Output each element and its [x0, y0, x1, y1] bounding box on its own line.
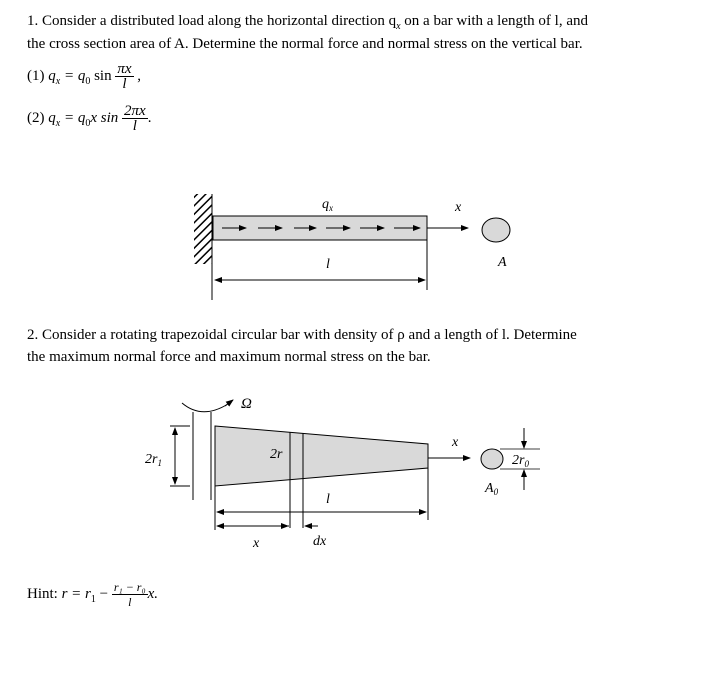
rotation-arc: [182, 403, 228, 412]
problem1-line1: 1. Consider a distributed load along the horizontal direction $q_x$ on a bar with a length of l, and: [27, 13, 588, 32]
problem1-line2: the cross section area of A. Determine the normal force and normal stress on the vertical bar.: [27, 36, 583, 52]
rotation-arrow: [225, 400, 233, 406]
problem1-case2: (2) $q_x = q_0x$ sin $\frac{2\pi x}{l}$ .: [27, 103, 152, 134]
problem2-line2: the maximum normal force and maximum normal stress on the bar.: [27, 349, 431, 365]
problem1-case1: (1) $q_x = q_0$ sin $\frac{\pi x}{l}$ ,: [27, 61, 142, 92]
x-dimension-label: x: [253, 536, 260, 551]
section-label-1: A: [498, 255, 507, 270]
length-label-1: l: [326, 257, 330, 272]
axis-label-1: x: [455, 200, 462, 215]
length-label-2: l: [326, 492, 330, 507]
axis-label-2: x: [452, 435, 459, 450]
mid-diameter-label: 2r: [270, 447, 283, 462]
trapezoid-bar: [215, 426, 428, 486]
area-label: $A_0$: [485, 481, 499, 497]
right-diameter-label: $2r_0$: [512, 453, 529, 469]
hint: Hint: $r = r_1$ − $\frac{\text{r₁ − r₀}}{l}$ x.: [27, 580, 159, 609]
load-label: $q_x$: [322, 197, 333, 213]
problem2-line1: 2. Consider a rotating trapezoidal circular bar with density of ρ and a length of l. Determine: [27, 327, 577, 343]
omega-label: Ω: [241, 396, 252, 412]
cross-section-2: [481, 449, 503, 469]
left-diameter-label: $2r_1$: [145, 452, 162, 468]
dx-label: dx: [313, 534, 327, 549]
